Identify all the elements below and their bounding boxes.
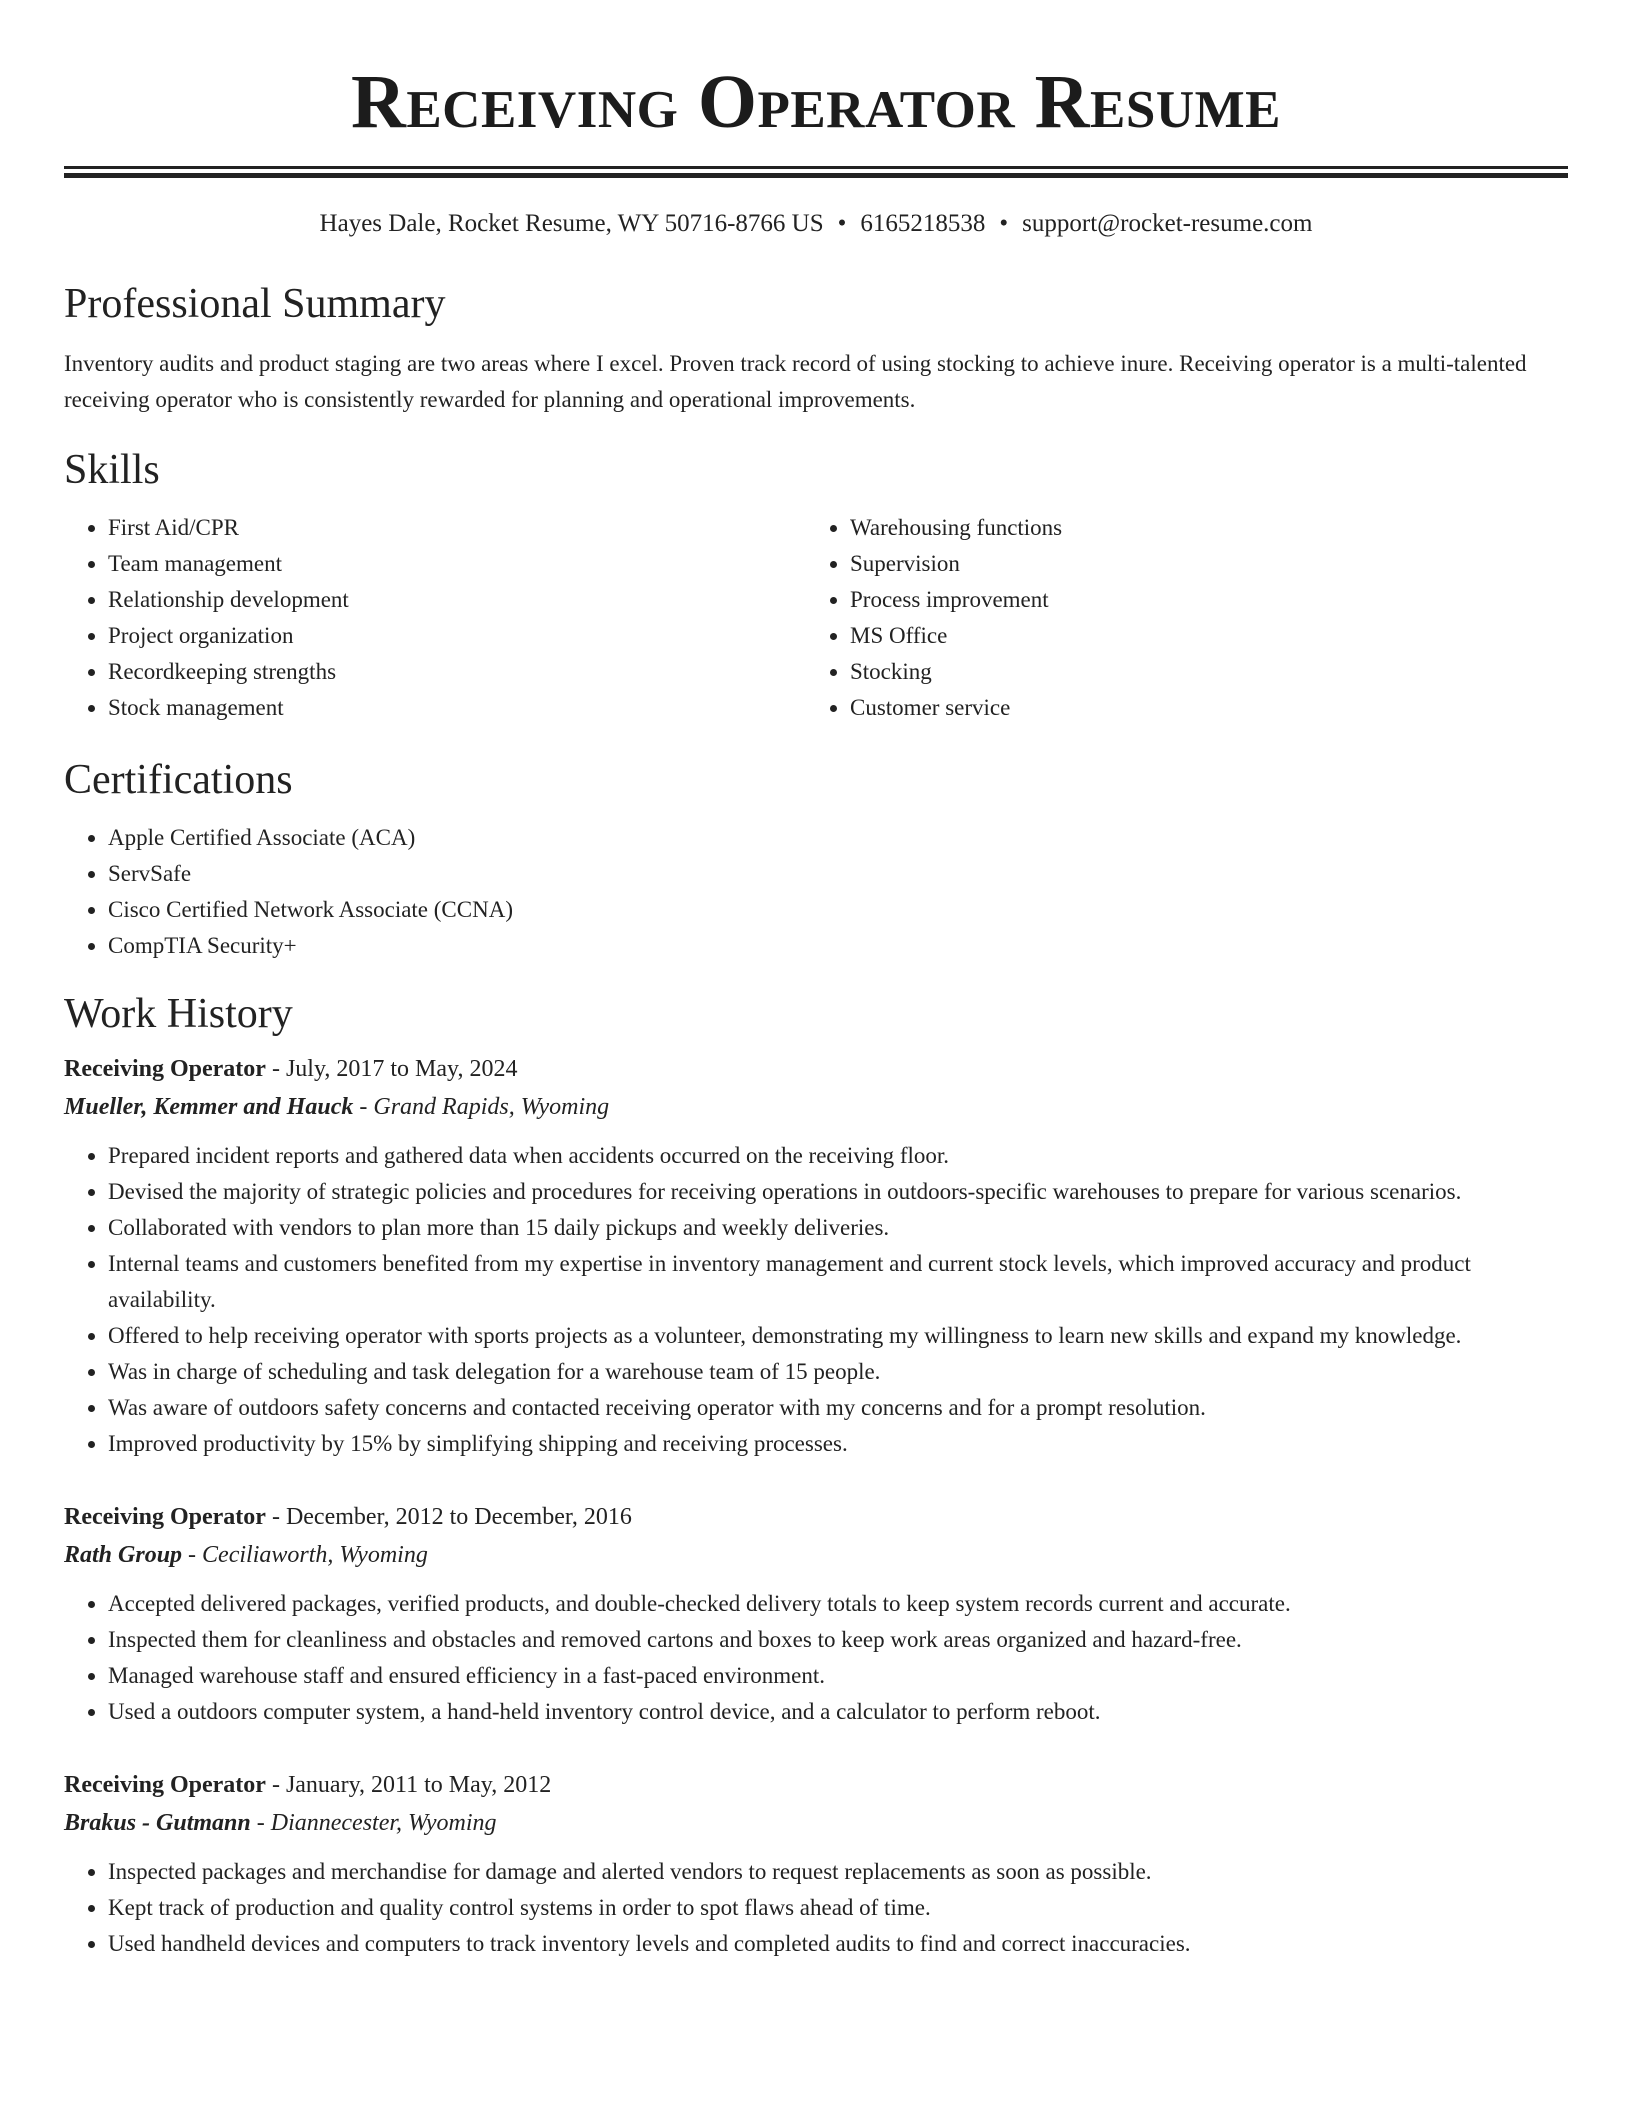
job-bullet: • Inspected packages and merchandise for damage and alerted vendors to request replacements as soon as possible. [108, 1854, 1568, 1890]
job-entry [64, 1050, 1568, 1462]
job-role: Receiving Operator [64, 1056, 266, 1082]
job-bullet: • Internal teams and customers benefited from my expertise in inventory management and current stock levels, which improved accuracy and product availability. [108, 1246, 1568, 1318]
job-bullet: • Inspected them for cleanliness and obstacles and removed cartons and boxes to keep work areas organized and hazard-free. [108, 1622, 1568, 1658]
title-divider [64, 166, 1568, 178]
job-dash: - [250, 1810, 271, 1836]
job-bullet: • Accepted delivered packages, verified products, and double-checked delivery totals to keep system records current and accurate. [108, 1586, 1568, 1622]
skill-item: • Process improvement [850, 582, 1548, 618]
job-bullet: • Was in charge of scheduling and task delegation for a warehouse team of 15 people. [108, 1354, 1568, 1390]
job-location: Grand Rapids, Wyoming [373, 1094, 610, 1120]
skill-item: • Relationship development [108, 582, 806, 618]
skill-item: • Stock management [108, 690, 806, 726]
contact-email: support@rocket-resume.com [1022, 210, 1313, 237]
summary-text: Inventory audits and product staging are two areas where I excel. Proven track record of using stocking to achieve inure. Receiving operator is a multi-talented receiving operator who is consistently rewarded for planning and operational improvements. [64, 351, 1527, 412]
certifications-list [64, 820, 1568, 964]
job-company: Mueller, Kemmer and Hauck [64, 1094, 354, 1120]
job-title-line [64, 1498, 1568, 1536]
summary-heading: Professional Summary [64, 281, 446, 327]
job-dash: - [265, 1504, 286, 1530]
certification-item: • CompTIA Security+ [108, 928, 1568, 964]
skill-item: • Project organization [108, 618, 806, 654]
skill-item: • MS Office [850, 618, 1548, 654]
contact-line [64, 208, 1568, 240]
job-role: Receiving Operator [64, 1772, 266, 1798]
resume-page [64, 0, 1568, 1962]
skills-columns [64, 510, 1568, 726]
skill-item: • Supervision [850, 546, 1548, 582]
skills-list-left [64, 510, 806, 726]
job-company: Brakus - Gutmann [64, 1810, 251, 1836]
job-dates: January, 2011 to May, 2012 [285, 1772, 552, 1798]
job-dates: December, 2012 to December, 2016 [285, 1504, 632, 1530]
skills-section [64, 446, 1568, 726]
contact-separator: • [837, 210, 847, 237]
job-bullet: • Managed warehouse staff and ensured efficiency in a fast-paced environment. [108, 1658, 1568, 1694]
skill-item: • First Aid/CPR [108, 510, 806, 546]
contact-address: Hayes Dale, Rocket Resume, WY 50716-8766 US [319, 210, 824, 237]
skill-item: • Recordkeeping strengths [108, 654, 806, 690]
job-dash: - [265, 1772, 286, 1798]
skills-column-left [64, 510, 806, 726]
job-bullet: • Prepared incident reports and gathered data when accidents occurred on the receiving floor. [108, 1138, 1568, 1174]
work-history-heading: Work History [64, 991, 293, 1037]
job-dash: - [265, 1056, 286, 1082]
job-bullet: • Offered to help receiving operator with sports projects as a volunteer, demonstrating my willingness to learn new skills and expand my knowledge. [108, 1318, 1568, 1354]
job-dash: - [353, 1094, 374, 1120]
certifications-heading: Certifications [64, 757, 293, 803]
job-dash: - [182, 1542, 203, 1568]
contact-separator: • [999, 210, 1009, 237]
skills-column-right [806, 510, 1548, 726]
work-history-section [64, 990, 1568, 1962]
job-bullet: • Was aware of outdoors safety concerns and contacted receiving operator with my concerns and for a prompt resolution. [108, 1390, 1568, 1426]
job-bullet: • Collaborated with vendors to plan more than 15 daily pickups and weekly deliveries. [108, 1210, 1568, 1246]
job-entry [64, 1766, 1568, 1962]
skills-heading: Skills [64, 447, 160, 493]
job-company-line [64, 1536, 1568, 1574]
job-bullet-list [64, 1586, 1568, 1730]
job-bullet-list [64, 1854, 1568, 1962]
job-bullet: • Used handheld devices and computers to track inventory levels and completed audits to find and correct inaccuracies. [108, 1926, 1568, 1962]
contact-phone: 6165218538 [860, 210, 986, 237]
certifications-section [64, 756, 1568, 964]
job-bullet-list [64, 1138, 1568, 1462]
resume-title: Receiving Operator Resume [350, 60, 1282, 144]
job-location: Ceciliaworth, Wyoming [202, 1542, 428, 1568]
certification-item: • Cisco Certified Network Associate (CCNA) [108, 892, 1568, 928]
certification-item: • Apple Certified Associate (ACA) [108, 820, 1568, 856]
certification-item: • ServSafe [108, 856, 1568, 892]
skill-item: • Team management [108, 546, 806, 582]
skill-item: • Customer service [850, 690, 1548, 726]
skill-item: • Warehousing functions [850, 510, 1548, 546]
job-bullet: • Used a outdoors computer system, a hand-held inventory control device, and a calculator to perform reboot. [108, 1694, 1568, 1730]
job-bullet: • Kept track of production and quality control systems in order to spot flaws ahead of time. [108, 1890, 1568, 1926]
job-dates: July, 2017 to May, 2024 [285, 1056, 518, 1082]
skills-list-right [806, 510, 1548, 726]
job-title-line [64, 1050, 1568, 1088]
job-bullet: • Devised the majority of strategic policies and procedures for receiving operations in outdoors-specific warehouses to prepare for various scenarios. [108, 1174, 1568, 1210]
job-title-line [64, 1766, 1568, 1804]
job-role: Receiving Operator [64, 1504, 266, 1530]
job-company: Rath Group [64, 1542, 183, 1568]
summary-section [64, 280, 1568, 418]
job-company-line [64, 1804, 1568, 1842]
job-location: Diannecester, Wyoming [270, 1810, 497, 1836]
job-company-line [64, 1088, 1568, 1126]
skill-item: • Stocking [850, 654, 1548, 690]
job-bullet: • Improved productivity by 15% by simplifying shipping and receiving processes. [108, 1426, 1568, 1462]
job-entry [64, 1498, 1568, 1730]
